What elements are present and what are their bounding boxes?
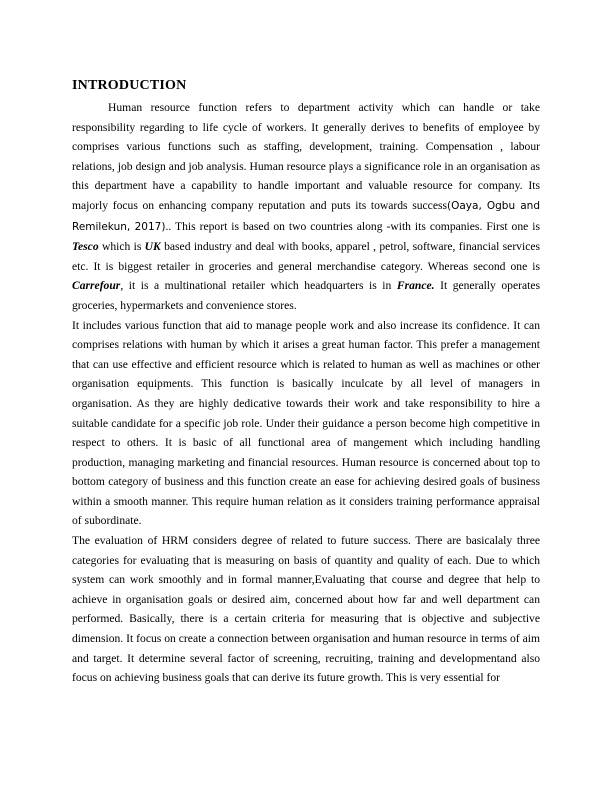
citation: (Oaya, Ogbu and Remilekun, 2017) xyxy=(72,199,540,233)
country-uk: UK xyxy=(144,240,161,254)
company-tesco: Tesco xyxy=(72,240,99,254)
paragraph-evaluation: The evaluation of HRM considers degree of related to future success. There are basicalaly three categories for evaluating that is measuring on basis of quantity and quality of each. Due to which system can work smoothly and in formal manner,Evaluating that course and degree that help to achieve in organisation goals or desired aim, concerned about how far and well department can performed. Basically, there is a certain criteria for measuring that is objective and subjective dimension. It focus on create a connection between organisation and human resource in terms of aim and target. It determine several factor of screening, recruiting, training and developmentand also focus on achieving business goals that can derive its future growth. This is very essential for xyxy=(72,534,540,685)
country-france: France. xyxy=(396,279,435,293)
intro-text-4: based industry and deal with books, apparel , petrol, software, financial services etc. It is biggest retailer in groceries and general merchandise category. Whereas second one is xyxy=(72,240,540,273)
intro-text-1: Human resource function refers to department activity which can handle or take responsibility regarding to life cycle of workers. It generally derives to benefits of employee by comprises various functions such as staffing, development, training. Compensation , labour relations, job design and job analysis. Human resource plays a significance role in an organisation as this department have a capability to handle important and valuable resource for company. Its majorly focus on enhancing company reputation and puts its towards success xyxy=(72,101,540,212)
document-body xyxy=(72,98,540,688)
intro-text-6: It generally operates groceries, hypermarkets and convenience stores. xyxy=(72,279,540,312)
intro-text-2: .. This report is based on two countries along -with its companies. First one is xyxy=(165,219,541,233)
paragraph-intro xyxy=(72,98,540,316)
paragraph-functions: It includes various function that aid to manage people work and also increase its confidence. It can comprises relations with human by which it arises a great human factor. This prefer a management that can use effective and efficient resource which is related to human as well as machines or other organisation equipments. This function is basically inculcate by all level of managers in organisation. As they are highly dedicative towards their work and take responsibility to hire a suitable candidate for a specific job role. Under their guidance a person become high competitive in respect to others. It is basic of all functional area of mangement which including handling production, managing marketing and financial resources. Human resource is concerned about top to bottom category of business and this function create an ease for achieving desired goals of business within a smooth manner. This require human relation as it considers training performance appraisal of subordinate. xyxy=(72,318,540,528)
company-carrefour: Carrefour xyxy=(72,279,121,293)
intro-text-5: , it is a multinational retailer which headquarters is in xyxy=(120,279,397,293)
section-heading: INTRODUCTION xyxy=(72,78,187,93)
intro-text-3: which is xyxy=(98,240,145,254)
